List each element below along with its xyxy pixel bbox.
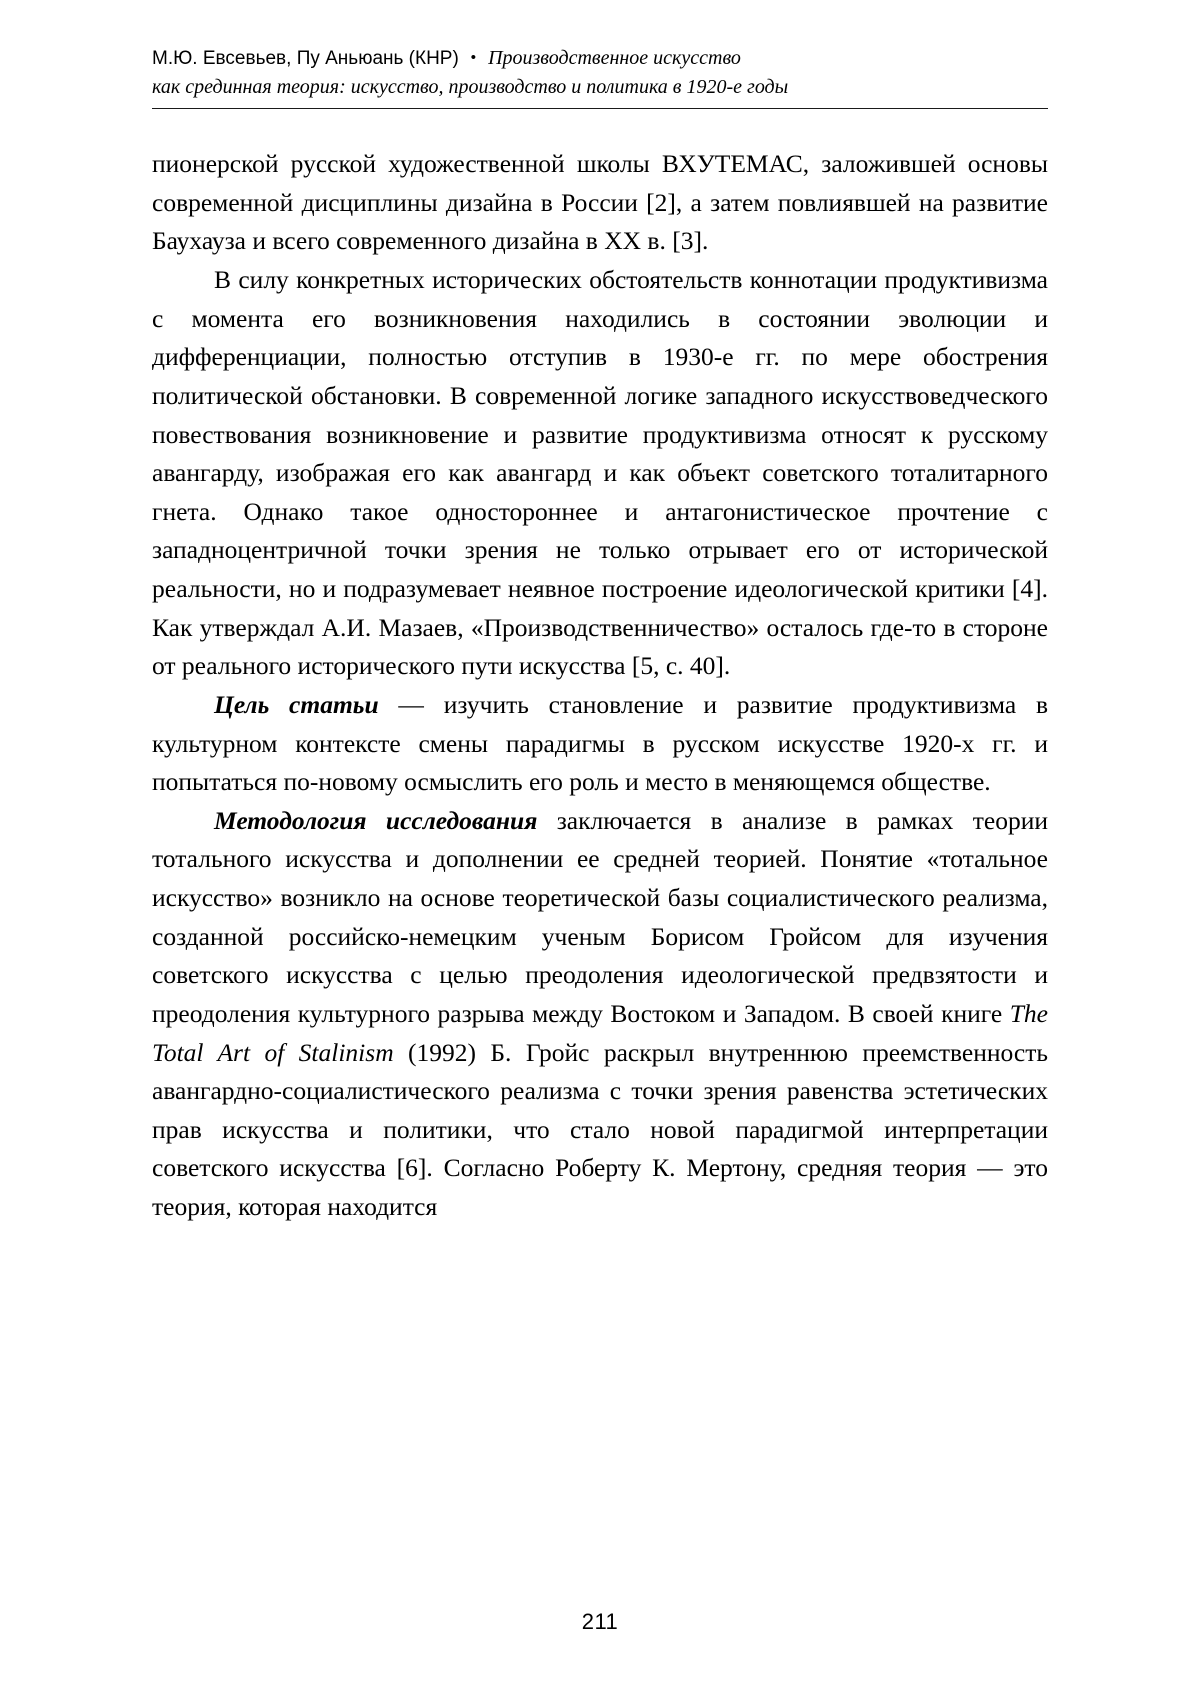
running-head-line-1	[152, 44, 1048, 73]
paragraph-methodology-text-1: заключается в анализе в рамках теории тотального искусства и дополнении ее средней теорией. Понятие «тотальное искусство» возникло на основе теоретической базы социалистического реализма, созданной российско-немецким ученым Борисом Гройсом для изучения советского искусства с целью преодоления идеологической предвзятости и преодоления культурного разрыва между Востоком и Западом. В своей книге	[152, 805, 1048, 1028]
paragraph-purpose-text: — изучить становление и развитие продуктивизма в культурном контексте смены парадигмы в русском искусстве 1920-х гг. и попытаться по-новому осмыслить его роль и место в меняющемся обществе.	[152, 689, 1048, 797]
paragraph-methodology	[152, 802, 1048, 1227]
paragraph-purpose	[152, 686, 1048, 802]
running-head-authors: М.Ю. Евсевьев, Пу Аньюань (КНР)	[152, 48, 459, 69]
book-title: The Total Art of Stalinism	[152, 998, 1048, 1067]
paragraph-purpose-lead: Цель статьи	[214, 689, 379, 719]
body-text	[152, 145, 1048, 1227]
running-head-title-line-1: Производственное искусство	[488, 47, 741, 69]
paragraph-methodology-text-2: (1992) Б. Гройс раскрыл внутреннюю преемственность авангардно-социалистического реализма с точки зрения равенства эстетических прав искусства и политики, что стало новой парадигмой интерпретации советского искусства [6]. Согласно Роберту К. Мертону, средняя теория — это теория, которая находится	[152, 1037, 1048, 1222]
paragraph-connotations: В силу конкретных исторических обстоятельств коннотации продуктивизма с момента его возникновения находились в состоянии эволюции и дифференциации, полностью отступив в 1930-е гг. по мере обострения политической обстановки. В современной логике западного искусствоведческого повествования возникновение и развитие продуктивизма относят к русскому авангарду, изображая его как авангард и как объект советского тоталитарного гнета. Однако такое одностороннее и антагонистическое прочтение с западноцентричной точки зрения не только отрывает его от исторической реальности, но и подразумевает неявное построение идеологической критики [4]. Как утверждал А.И. Мазаев, «Производственничество» осталось где-то в стороне от реального исторического пути искусства [5, с. 40].	[152, 265, 1048, 681]
running-head-line-2	[152, 73, 1048, 102]
running-head	[152, 44, 1048, 109]
running-head-separator: •	[470, 49, 477, 66]
paragraph-methodology-lead: Методология исследования	[214, 805, 538, 835]
paragraph-continuation: пионерской русской художественной школы ВХУТЕМАС, заложившей основы современной дисциплины дизайна в России [2], а затем повлиявшей на развитие Баухауза и всего современного дизайна в XX в. [3].	[152, 149, 1048, 256]
page-number: 211	[581, 1609, 619, 1634]
running-head-title-line-2: как срединная теория: искусство, производство и политика в 1920-е годы	[152, 76, 789, 99]
